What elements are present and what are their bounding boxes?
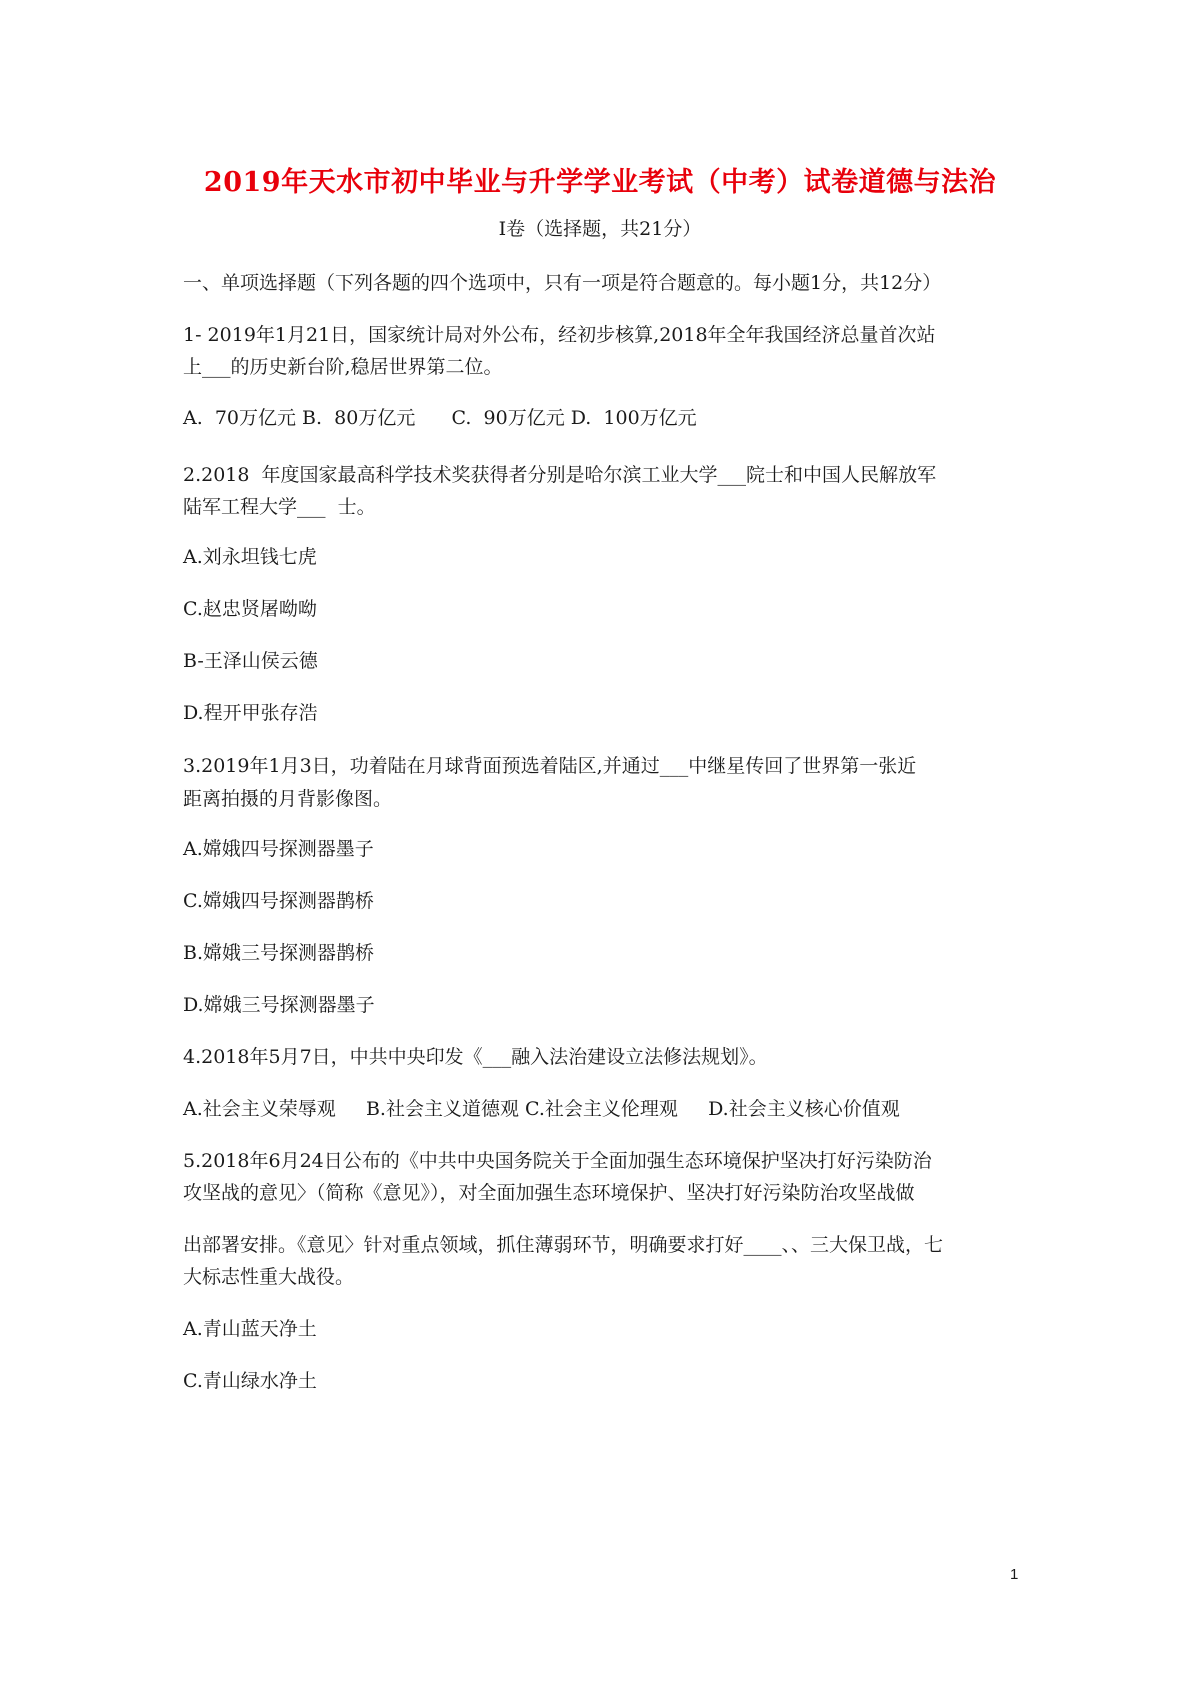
question-4-options: A.社会主义荣辱观 B.社会主义道德观 C.社会主义伦理观 D.社会主义核心价值观 [183,1098,900,1120]
question-5-stem-line-1: 5.2018年6月24日公布的《中共中央国务院关于全面加强生态环境保护坚决打好污染防治 [183,1150,932,1172]
question-2-option-d: D.程开甲张存浩 [183,702,318,724]
question-2-option-c: C.赵忠贤屠呦呦 [183,598,317,620]
question-2-stem-line-2: 陆军工程大学___ 士。 [183,496,376,518]
question-5-option-a: A.青山蓝天净土 [183,1318,317,1340]
question-3-stem-line-1: 3.2019年1月3日，功着陆在月球背面预选着陆区,并通过___中继星传回了世界第一张近 [183,755,917,777]
question-5-stem-line-2: 攻坚战的意见〉（简称《意见》），对全面加强生态环境保护、坚决打好污染防治攻坚战做 [183,1182,915,1204]
question-2-option-b: B-王泽山侯云德 [183,650,318,672]
question-3-option-c: C.嫦娥四号探测器鹊桥 [183,890,374,912]
part-instruction: 一、单项选择题（下列各题的四个选项中，只有一项是符合题意的。每小题1分，共12分） [183,272,942,294]
question-5-stem-line-3: 出部署安排。《意见〉针对重点领域，抓住薄弱环节，明确要求打好____、、三大保卫战，七 [183,1234,944,1256]
page-title: 2019年天水市初中毕业与升学学业考试（中考）试卷道德与法治 [203,167,997,198]
question-5-stem-line-4: 大标志性重大战役。 [183,1266,355,1288]
question-2-option-a: A.刘永坦钱七虎 [183,546,317,568]
question-3-option-b: B.嫦娥三号探测器鹊桥 [183,942,375,964]
question-3-stem-line-2: 距离拍摄的月背影像图。 [183,788,393,810]
question-3-option-d: D.嫦娥三号探测器墨子 [183,994,375,1016]
question-5-option-c: C.青山绿水净土 [183,1370,317,1392]
question-1-stem-line-1: 1- 2019年1月21日，国家统计局对外公布，经初步核算,2018年全年我国经济总量首次站 [183,324,936,346]
question-2-stem-line-1: 2.2018 年度国家最高科学技术奖获得者分别是哈尔滨工业大学___院士和中国人民解放军 [183,464,937,486]
question-3-option-a: A.嫦娥四号探测器墨子 [183,838,374,860]
section-header: I卷（选择题，共21分） [498,218,702,240]
question-1-stem-line-2: 上___的历史新台阶,稳居世界第二位。 [183,356,503,378]
question-4-stem: 4.2018年5月7日，中共中央印发《___融入法治建设立法修法规划》。 [183,1046,768,1068]
page-number: 1 [1010,1566,1019,1583]
question-1-options: A. 70万亿元 B. 80万亿元 C. 90万亿元 D. 100万亿元 [183,407,697,429]
